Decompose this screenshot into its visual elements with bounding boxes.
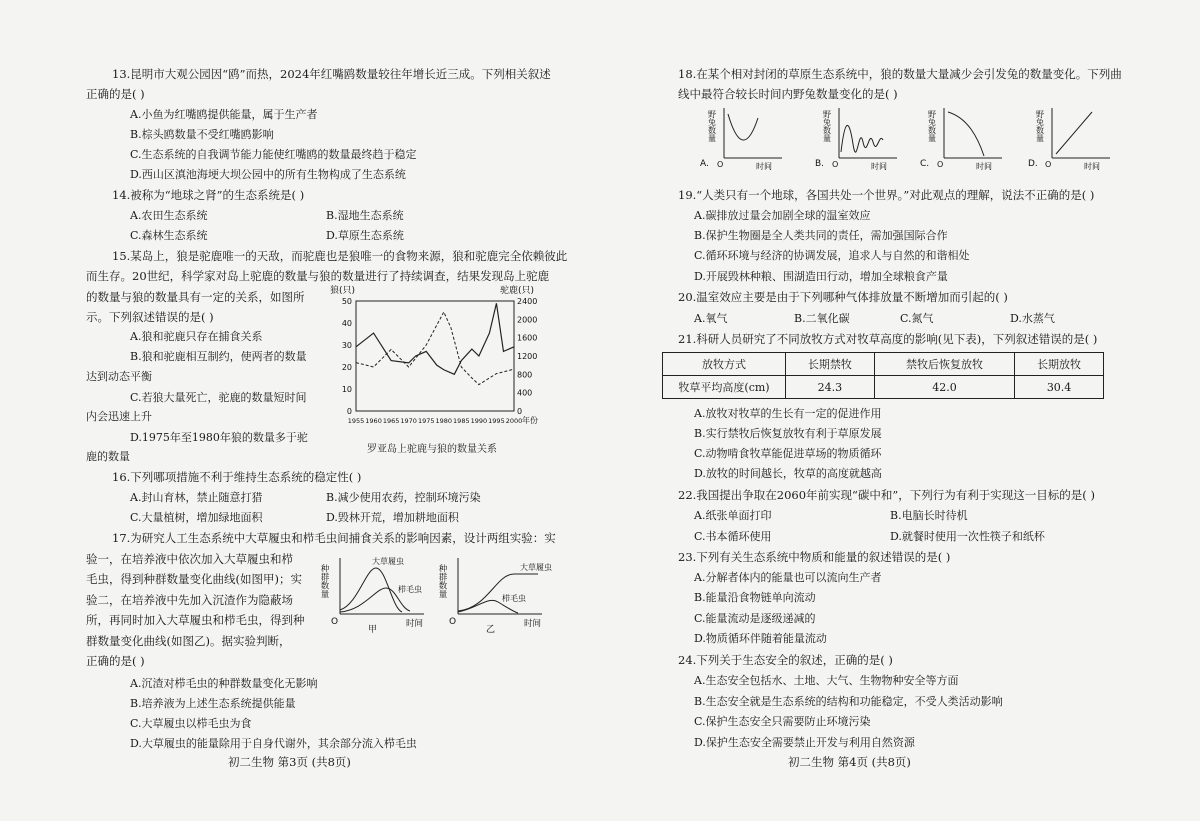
- y-left-tick-label: 0: [346, 407, 352, 416]
- q17-line5: 所，再同时加入大草履虫和栉毛虫，得到种: [86, 613, 305, 627]
- q21-option-c: C.动物啃食牧草能促进草场的物质循环: [694, 447, 882, 460]
- q22-option-c: C.书本循环使用: [694, 530, 772, 543]
- x-axis-label: 时间: [524, 619, 542, 629]
- y-left-tick-label: 30: [341, 341, 352, 350]
- table-header-cell: 放牧方式: [663, 353, 786, 376]
- series-line-wolf: [356, 312, 514, 385]
- origin-label: O: [331, 617, 339, 627]
- y-left-tick-label: 50: [341, 297, 352, 306]
- x-axis-label: 时间: [871, 162, 887, 171]
- rabbit-curve: [948, 112, 984, 156]
- y-axis-label: 野兔数量: [1035, 110, 1045, 142]
- series-label-didinium: 栉毛虫: [398, 585, 422, 594]
- option-letter: A.: [700, 159, 709, 169]
- rabbit-curve: [728, 114, 758, 140]
- y-axis-label: 野兔数量: [927, 110, 937, 142]
- q20-option-d: D.水蒸气: [1010, 312, 1055, 325]
- y-right-tick-label: 2000: [517, 315, 538, 325]
- q15-option-c-cont: 内会迅速上升: [86, 410, 152, 423]
- x-tick-label: 1960: [365, 417, 382, 425]
- wolf-moose-chart-caption: 罗亚岛上驼鹿与狼的数量关系: [367, 444, 497, 455]
- q13-stem-line2: 正确的是( ): [86, 87, 145, 101]
- q13-option-b: B.棕头鸥数量不受红嘴鸥影响: [130, 128, 274, 141]
- q23-option-c: C.能量流动是逐级递减的: [694, 612, 816, 625]
- q16-stem: 16.下列哪项措施不利于维持生态系统的稳定性( ): [112, 470, 362, 484]
- q15-option-d-cont: 鹿的数量: [86, 450, 130, 463]
- table-row: [663, 376, 1104, 399]
- q18-graph-option: [1028, 106, 1118, 176]
- q18-graph-option: [700, 106, 790, 176]
- origin-label: O: [832, 160, 839, 169]
- q14-option-a: A.农田生态系统: [130, 209, 208, 222]
- q20-option-b: B.二氧化碳: [794, 312, 850, 325]
- q20-stem: 20.温室效应主要是由于下列哪种气体排放量不断增加而引起的( ): [678, 290, 1008, 304]
- q17-option-c: C.大草履虫以栉毛虫为食: [130, 717, 252, 730]
- y-left-tick-label: 20: [341, 363, 352, 372]
- table-header-cell: 长期禁牧: [786, 353, 875, 376]
- q15-line3: 的数量与狼的数量具有一定的关系，如图所: [86, 290, 305, 304]
- q15-option-b: B.狼和驼鹿相互制约，使两者的数量: [130, 350, 307, 363]
- q23-stem: 23.下列有关生态系统中物质和能量的叙述错误的是( ): [678, 550, 951, 564]
- q23-option-d: D.物质循环伴随着能量流动: [694, 632, 827, 645]
- q23-option-a: A.分解者体内的能量也可以流向生产者: [694, 571, 882, 584]
- rabbit-curve: [841, 125, 883, 152]
- q17-option-d: D.大草履虫的能量除用于自身代谢外，其余部分流入栉毛虫: [130, 737, 417, 750]
- y-right-tick-label: 400: [517, 388, 533, 398]
- q21-table: [662, 352, 1104, 399]
- series-line-paramecium: [458, 574, 538, 611]
- q18-stem-line2: 线中最符合较长时间内野兔数量变化的是( ): [678, 87, 898, 101]
- q18-stem-line1: 18.在某个相对封闭的草原生态系统中，狼的数量大量减少会引发兔的数量变化。下列曲: [678, 67, 1122, 81]
- x-axis-label: 年份: [522, 416, 538, 425]
- series-label-didinium: 栉毛虫: [502, 594, 526, 603]
- q15-option-a: A.狼和驼鹿只存在捕食关系: [130, 330, 263, 343]
- table-row: [663, 353, 1104, 376]
- y-axis-label: 野兔数量: [707, 110, 717, 142]
- q17-line3: 毛虫，得到种群数量变化曲线(如图甲)；实: [86, 572, 302, 586]
- q16-option-d: D.毁林开荒，增加耕地面积: [326, 511, 459, 524]
- q15-line1: 15.某岛上，狼是驼鹿唯一的天敌，而驼鹿也是狼唯一的食物来源，狼和驼鹿完全依赖彼此: [112, 249, 568, 263]
- q19-option-d: D.开展毁林种粮、围湖造田行动，增加全球粮食产量: [694, 270, 948, 283]
- y-axis-label: 种群数量: [437, 564, 447, 598]
- x-axis-label: 时间: [756, 162, 772, 171]
- chart-yi: [437, 550, 552, 635]
- x-tick-label: 1975: [417, 417, 435, 425]
- q21-option-d: D.放牧的时间越长，牧草的高度就越高: [694, 467, 882, 480]
- q21-option-b: B.实行禁牧后恢复放牧有利于草原发展: [694, 427, 882, 440]
- y-right-tick-label: 0: [517, 407, 523, 416]
- q14-option-c: C.森林生态系统: [130, 229, 208, 242]
- origin-label: O: [449, 617, 457, 627]
- q17-line1: 17.为研究人工生态系统中大草履虫和栉毛虫间捕食关系的影响因素，设计两组实验：实: [112, 531, 556, 545]
- chart-jia: [319, 550, 432, 635]
- right-page: [600, 0, 1200, 821]
- x-tick-label: 1980: [435, 417, 453, 425]
- origin-label: O: [717, 160, 724, 169]
- table-cell: 牧草平均高度(cm): [663, 376, 786, 399]
- q23-option-b: B.能量沿食物链单向流动: [694, 591, 816, 604]
- chart-caption: 乙: [486, 625, 496, 635]
- q24-option-b: B.生态安全就是生态系统的结构和功能稳定，不受人类活动影响: [694, 695, 1003, 708]
- q22-stem: 22.我国提出争取在2060年前实现“碳中和”，下列行为有利于实现这一目标的是( ): [678, 488, 1095, 502]
- q21-option-a: A.放牧对牧草的生长有一定的促进作用: [694, 407, 882, 420]
- q15-option-c: C.若狼大量死亡，驼鹿的数量短时间: [130, 391, 307, 404]
- table-header-cell: 长期放牧: [1015, 353, 1104, 376]
- series-label-paramecium: 大草履虫: [372, 557, 404, 566]
- q16-option-c: C.大量植树，增加绿地面积: [130, 511, 263, 524]
- x-tick-label: 1990: [470, 417, 488, 425]
- y-right-tick-label: 1600: [517, 333, 538, 343]
- q15-option-d: D.1975年至1980年狼的数量多于驼: [130, 431, 308, 444]
- y-axis-left-label: 狼(只): [330, 286, 356, 296]
- q19-stem: 19.“人类只有一个地球，各国共处一个世界。”对此观点的理解，说法不正确的是( ): [678, 188, 1095, 202]
- q13-option-c: C.生态系统的自我调节能力能使红嘴鸥的数量最终趋于稳定: [130, 148, 417, 161]
- option-letter: C.: [920, 159, 930, 169]
- table-cell: 24.3: [786, 376, 875, 399]
- x-tick-label: 2000: [505, 417, 523, 425]
- q14-option-b: B.湿地生态系统: [326, 209, 404, 222]
- wolf-moose-chart: [328, 283, 550, 451]
- q16-option-b: B.减少使用农药，控制环境污染: [326, 491, 481, 504]
- q21-stem: 21.科研人员研究了不同放牧方式对牧草高度的影响(见下表)，下列叙述错误的是( ): [678, 332, 1098, 346]
- q22-option-b: B.电脑长时待机: [890, 509, 968, 522]
- page-footer-left: 初二生物 第3页 (共8页): [228, 755, 351, 769]
- q17-line6: 群数量变化曲线(如图乙)。据实验判断，: [86, 634, 291, 648]
- table-cell: 30.4: [1015, 376, 1104, 399]
- q13-stem-line1: 13.昆明市大观公园因“鸥”而热，2024年红嘴鸥数量较往年增长近三成。下列相关叙述: [112, 67, 551, 81]
- q20-option-c: C.氮气: [900, 312, 934, 325]
- series-line-paramecium: [340, 568, 402, 612]
- q19-option-b: B.保护生物圈是全人类共同的责任，需加强国际合作: [694, 229, 948, 242]
- y-axis-right-label: 驼鹿(只): [500, 286, 535, 296]
- q15-line4: 示。下列叙述错误的是( ): [86, 310, 214, 324]
- q14-stem: 14.被称为“地球之肾”的生态系统是( ): [112, 188, 305, 202]
- q24-stem: 24.下列关于生态安全的叙述，正确的是( ): [678, 653, 893, 667]
- origin-label: O: [937, 160, 944, 169]
- q13-option-d: D.西山区滇池海埂大坝公园中的所有生物构成了生态系统: [130, 168, 406, 181]
- option-letter: B.: [815, 159, 825, 169]
- q19-option-c: C.循环环境与经济的协调发展，追求人与自然的和谐相处: [694, 249, 970, 262]
- y-left-tick-label: 10: [341, 385, 352, 394]
- x-axis-label: 时间: [1084, 162, 1100, 171]
- series-line-moose: [356, 303, 514, 374]
- rabbit-curve: [1056, 112, 1092, 154]
- chart-caption: 甲: [368, 625, 378, 635]
- x-tick-label: 1955: [347, 417, 365, 425]
- q16-option-a: A.封山育林，禁止随意打猎: [130, 491, 263, 504]
- x-tick-label: 1995: [488, 417, 505, 425]
- q17-line2: 验一，在培养液中依次加入大草履虫和栉: [86, 552, 293, 566]
- x-tick-label: 1985: [453, 417, 470, 425]
- q18-graph-option: [920, 106, 1010, 176]
- y-left-tick-label: 40: [341, 319, 352, 328]
- q18-graph-option: [815, 106, 905, 176]
- y-right-tick-label: 2400: [517, 297, 538, 306]
- q24-option-d: D.保护生态安全需要禁止开发与利用自然资源: [694, 736, 915, 749]
- plot-frame: [356, 301, 514, 411]
- table-cell: 42.0: [874, 376, 1014, 399]
- page-footer-right: 初二生物 第4页 (共8页): [788, 755, 911, 769]
- q17-line4: 验二，在培养液中先加入沉渣作为隐蔽场: [86, 593, 293, 607]
- y-axis-label: 种群数量: [319, 564, 329, 598]
- table-header-cell: 禁牧后恢复放牧: [874, 353, 1014, 376]
- q24-option-c: C.保护生态安全只需要防止环境污染: [694, 715, 871, 728]
- x-axis-label: 时间: [406, 619, 424, 629]
- origin-label: O: [1045, 160, 1052, 169]
- q17-line7: 正确的是( ): [86, 654, 145, 668]
- series-label-paramecium: 大草履虫: [520, 563, 552, 572]
- q24-option-a: A.生态安全包括水、土地、大气、生物物种安全等方面: [694, 674, 959, 687]
- y-right-tick-label: 1200: [517, 352, 538, 361]
- x-tick-label: 1970: [400, 417, 417, 425]
- q14-option-d: D.草原生态系统: [326, 229, 404, 242]
- q22-option-a: A.纸张单面打印: [694, 509, 772, 522]
- y-axis-label: 野兔数量: [822, 110, 832, 142]
- q22-option-d: D.就餐时使用一次性筷子和纸杯: [890, 530, 1045, 543]
- q15-line2: 而生存。20世纪，科学家对岛上驼鹿的数量与狼的数量进行了持续调查，结果发现岛上驼鹿: [86, 269, 550, 283]
- q13-option-a: A.小鱼为红嘴鸥提供能量，属于生产者: [130, 108, 318, 121]
- q15-option-b-cont: 达到动态平衡: [86, 370, 152, 383]
- option-letter: D.: [1028, 159, 1038, 169]
- x-tick-label: 1965: [382, 417, 400, 425]
- q17-option-b: B.培养液为上述生态系统提供能量: [130, 697, 296, 710]
- q19-option-a: A.碳排放过量会加剧全球的温室效应: [694, 209, 871, 222]
- q17-option-a: A.沉渣对栉毛虫的种群数量变化无影响: [130, 677, 318, 690]
- q20-option-a: A.氧气: [694, 312, 728, 325]
- y-right-tick-label: 800: [517, 370, 533, 380]
- x-axis-label: 时间: [976, 162, 992, 171]
